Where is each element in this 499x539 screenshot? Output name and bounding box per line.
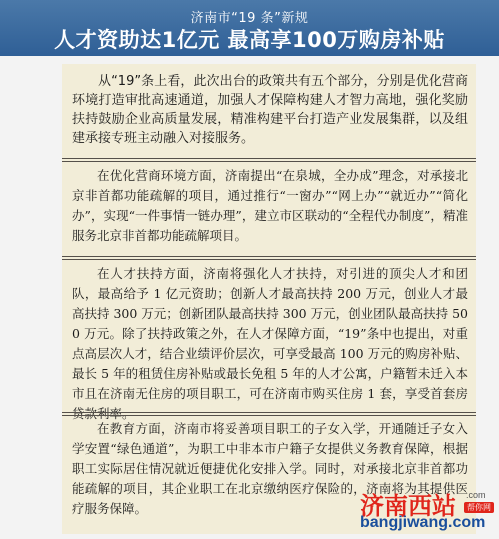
headline-banner bbox=[0, 0, 499, 56]
section-divider bbox=[62, 412, 476, 416]
watermark-suffix: .com bbox=[466, 490, 486, 500]
section-divider bbox=[62, 256, 476, 260]
section-divider bbox=[62, 158, 476, 162]
section-business-environment: 在优化营商环境方面，济南提出“在泉城，全办成”理念，对承接北京非首都功能疏解的项目，通过推行“一窗办”“网上办”“就近办”“简化办”，实现“一件事情一链办理”，建立市区联动的“全程代办制度”，精准服务北京非首都功能疏解项目。 bbox=[72, 168, 468, 243]
site-watermark bbox=[360, 486, 494, 536]
watermark-badge: 帮你网 bbox=[464, 502, 494, 513]
main-headline: 人才资助达1亿元 最高享100万购房补贴 bbox=[54, 28, 445, 52]
section-talent-support: 在人才扶持方面，济南将强化人才扶持，对引进的顶尖人才和团队，最高给予 1 亿元资助；创新人才最高扶持 200 万元，创业人才最高扶持 300 万元；创新团队最高扶持 300 万元，创业团队最高扶持 500 万元。除了扶持政策之外，在人才保障方面，“19”条中也提出，对重点高层次人才，结合业绩评价层次，可享受最高 100 万元的购房补贴、最长 5 年的租赁住房补贴或最长免租 5 年的人才公寓，户籍暂未迁入本市且在济南无住房的项目职工，可在济南市购买住房 1 套，享受首套房贷款利率。 bbox=[72, 266, 468, 421]
watermark-domain: bangjiwang.com bbox=[360, 514, 486, 531]
section-education: 在教育方面，济南市将妥善项目职工的子女入学，开通随迁子女入学安置“绿色通道”，为职工中非本市户籍子女提供义务教育保障，根据职工实际居住情况就近便捷优化安排入学。同时，对承接北京非首都功能疏解的项目，其企业职工在北京缴纳医疗保险的，济南将为其提供医疗服务保障。 bbox=[72, 421, 468, 516]
intro-paragraph: 从“19”条上看，此次出台的政策共有五个部分，分别是优化营商环境打造审批高速通道，加强人才保障构建人才智力高地，强化奖励扶持鼓励企业高质量发展，精准构建平台打造产业发展集群，以及组建承接专班主动融入对接服务。 bbox=[72, 74, 468, 146]
kicker-title: 济南市“19 条”新规 bbox=[190, 11, 309, 26]
watermark-logo-text: 济南西站 bbox=[360, 492, 456, 520]
